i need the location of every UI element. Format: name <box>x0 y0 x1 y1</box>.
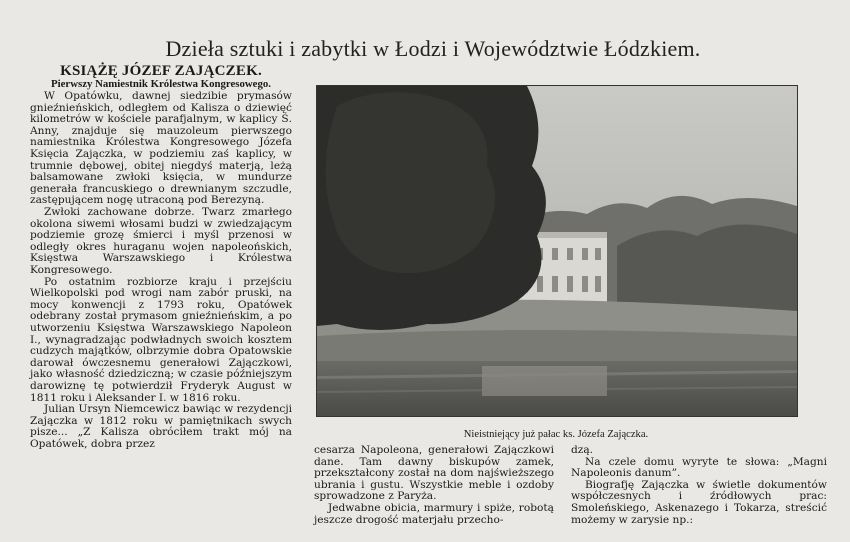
article-left-column <box>30 63 292 451</box>
paragraph: W Opatówku, dawnej siedzibie prymasów gnieźnieńskich, odległem od Kalisza o dziewięć kilometrów w kościele parafjalnym, w kaplicy Ś. Anny, znajduje się mauzoleum pierwszego namiestnika Królestwa Kongresowego Józefa Księcia Zajączka, w podziemiu zaś kaplicy, w trumnie dębowej, obitej niegdyś materją, leżą balsamowane zwłoki księcia, w mundurze generała francuskiego o drewnianym szczudle, zastępującem nogę utraconą pod Berezyną. <box>30 90 292 207</box>
paragraph: Biografję Zajączka w świetle dokumentów współczesnych i źródłowych prac: Smoleńskiego, Askenazego i Tokarza, streścić możemy w zarysie np.: <box>571 478 827 526</box>
paragraph: Na czele domu wyryte te słowa: „Magni Napoleonis danum”. <box>571 455 827 480</box>
page-headline: Dzieła sztuki i zabytki w Łodzi i Województwie Łódzkiem. <box>165 36 701 61</box>
paragraph: cesarza Napoleona, generałowi Zajączkowi dane. Tam dawny biskupów zamek, przekształcony został na dom najświeższego ubrania i gustu. Wszystkie meble i ozdoby sprowadzone z Paryża. <box>314 444 554 503</box>
article-right-column <box>571 445 827 526</box>
paragraph: Zwłoki zachowane dobrze. Twarz zmarłego okolona siwemi włosami budzi w zwiedzającym podziemie grozę śmierci i myśl przenosi w odległy okres huraganu wojen napoleońskich, Księstwa Warszawskiego i Królestwa Kongresowego. <box>30 206 292 276</box>
palace-photo <box>316 85 798 417</box>
paragraph: Po ostatnim rozbiorze kraju i przejściu Wielkopolski pod wrogi nam zabór pruski, na mocy konwencji z 1793 roku, Opatówek odebrany został prymasom gnieźnieńskim, a po utworzeniu Księstwa Warszawskiego Napoleon I., wynagradzając podwładnych swoich kosztem cudzych majątków, olbrzymie dobra Opatowskie darował ówczesnemu generałowi Zajączkowi, jako własność dziedziczną; w czasie późniejszym darowiznę tę potwierdził Fryderyk August w 1811 roku i Aleksander I. w 1816 roku. <box>30 275 292 404</box>
palace-photo-illustration <box>317 86 797 416</box>
article-title: KSIĄŻĘ JÓZEF ZAJĄCZEK. <box>60 63 262 79</box>
paragraph: Julian Ursyn Niemcewicz bawiąc w rezydencji Zajączka w 1812 roku w pamiętnikach swych pisze... „Z Kalisza obróciłem trakt mój na Opatówek, dobra przez <box>30 403 292 450</box>
article-middle-column <box>314 445 554 526</box>
article-subtitle: Pierwszy Namiestnik Królestwa Kongresowego. <box>51 77 271 90</box>
paragraph: Jedwabne obicia, marmury i spiże, robotą jeszcze drogość materjału przecho- <box>314 501 554 526</box>
paragraph: dzą. <box>571 444 594 456</box>
photo-caption: Nieistniejący już pałac ks. Józefa Zajączka. <box>463 429 649 440</box>
